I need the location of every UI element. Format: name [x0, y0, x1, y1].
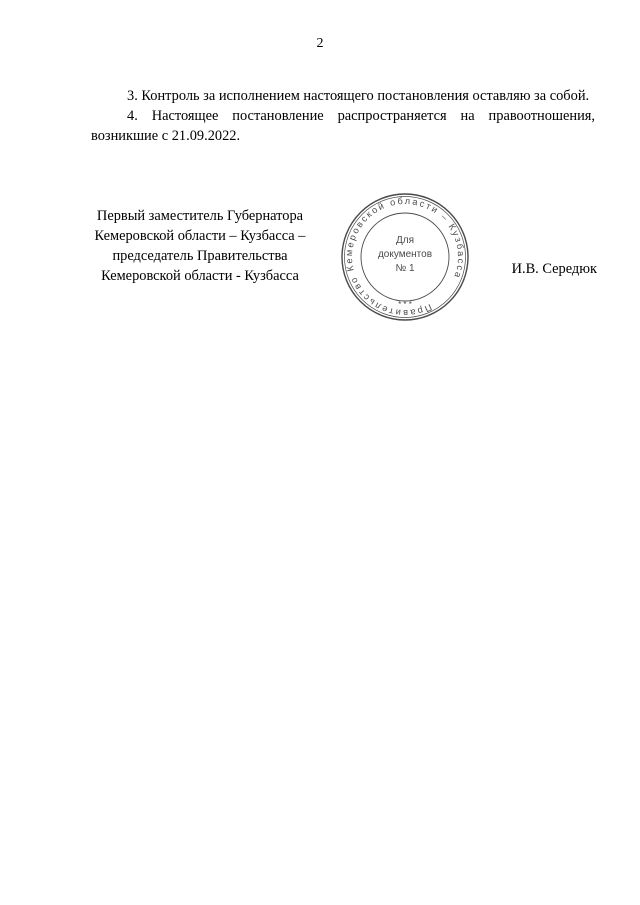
- seal-center-text: № 1: [395, 263, 415, 274]
- signatory-title-line: председатель Правительства: [112, 248, 288, 264]
- signatory-name: И.В. Середюк: [511, 261, 597, 277]
- seal-stars: * * *: [398, 300, 412, 309]
- signatory-title-line: Кемеровской области – Кузбасса –: [94, 228, 306, 244]
- signatory-title: [84, 206, 316, 286]
- signatory-title-line: Первый заместитель Губернатора: [96, 208, 304, 224]
- seal-ring-text: Правительство Кемеровской области – Кузбасса: [343, 195, 467, 319]
- page-number: 2: [316, 36, 324, 51]
- official-seal-stamp: [339, 191, 471, 323]
- document-body: [91, 86, 595, 146]
- seal-center-text: документов: [377, 249, 433, 260]
- seal-center-text: Для: [395, 235, 415, 246]
- signatory-title-line: Кемеровской области - Кузбасса: [101, 268, 299, 284]
- paragraph-4: 4. Настоящее постановление распространяется на правоотношения, возникшие с 21.09.2022.: [91, 108, 595, 144]
- paragraph-3: 3. Контроль за исполнением настоящего постановления оставляю за собой.: [127, 88, 590, 104]
